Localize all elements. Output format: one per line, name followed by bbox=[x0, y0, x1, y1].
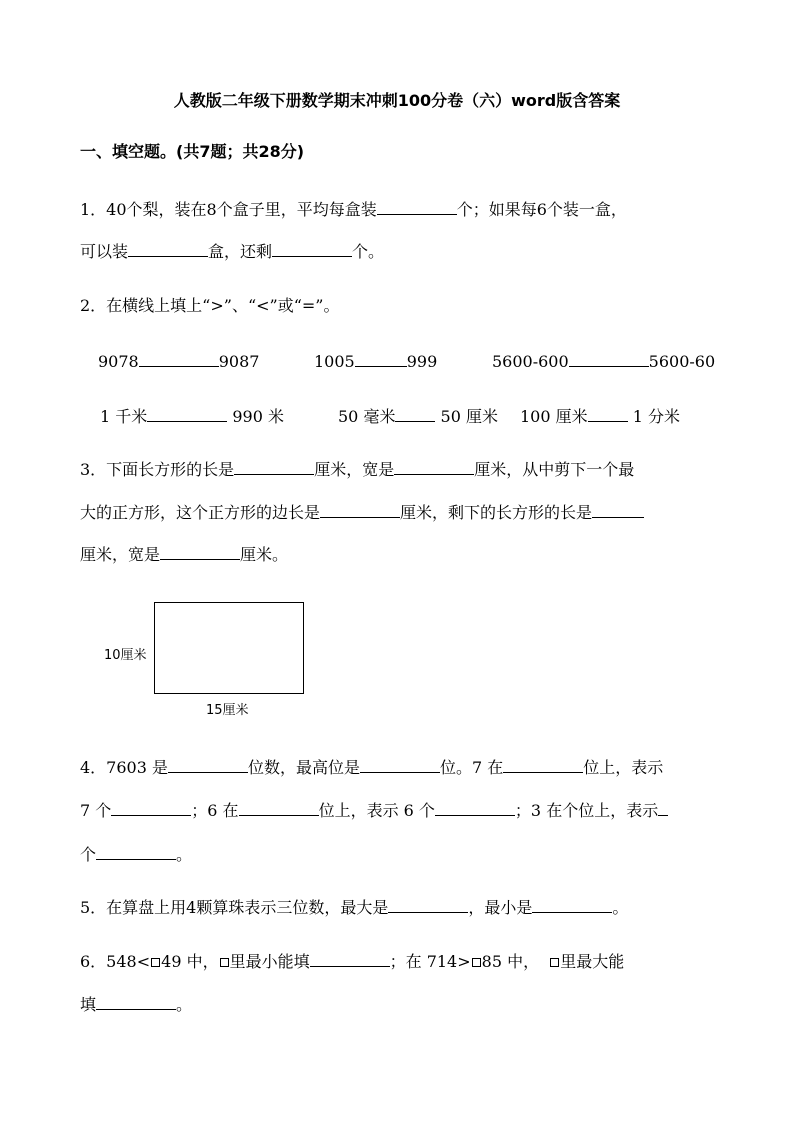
question-3-line-2: 大的正方形，这个正方形的边长是 厘米，剩下的长方形的长是 bbox=[80, 501, 644, 523]
answer-blank[interactable] bbox=[310, 950, 390, 967]
question-2-row-1c: 5600-600 5600-60 bbox=[492, 352, 716, 371]
answer-blank[interactable] bbox=[139, 350, 219, 367]
question-3-line-3: 厘米，宽是 厘米。 bbox=[80, 545, 289, 564]
answer-blank[interactable] bbox=[388, 896, 468, 913]
answer-blank[interactable] bbox=[377, 198, 457, 215]
rectangle-figure bbox=[154, 602, 304, 694]
answer-blank[interactable] bbox=[503, 756, 583, 773]
question-2-row-2: 1 千米 990 米 bbox=[100, 407, 285, 426]
question-2-stem: 2．在横线上填上“>”、“<”或“=”。 bbox=[80, 296, 340, 315]
square-box-icon bbox=[550, 958, 559, 967]
answer-blank[interactable] bbox=[394, 458, 474, 475]
answer-blank[interactable] bbox=[147, 405, 227, 422]
answer-blank[interactable] bbox=[160, 543, 240, 560]
section-heading: 一、填空题。(共7题；共28分) bbox=[80, 142, 305, 161]
answer-blank[interactable] bbox=[569, 350, 649, 367]
question-6-line-2: 填 。 bbox=[80, 995, 193, 1014]
square-box-icon bbox=[220, 958, 229, 967]
question-3-line-1: 3．下面长方形的长是 厘米，宽是 厘米，从中剪下一个最 bbox=[80, 460, 635, 479]
answer-blank[interactable] bbox=[272, 240, 352, 257]
square-box-icon bbox=[472, 958, 481, 967]
question-2-row-1: 9078 9087 bbox=[98, 352, 260, 371]
answer-blank[interactable] bbox=[588, 405, 628, 422]
question-2-row-2c: 100 厘米 1 分米 bbox=[520, 407, 681, 426]
answer-blank[interactable] bbox=[96, 843, 176, 860]
answer-blank[interactable] bbox=[532, 896, 612, 913]
question-1-line-2: 可以装 盒，还剩 个。 bbox=[80, 242, 385, 261]
square-box-icon bbox=[151, 958, 160, 967]
question-6-line-1: 6．548< 49 中， 里最小能填 ；在 714> 85 中， 里最大能 bbox=[80, 952, 625, 971]
question-4-line-1: 4．7603 是 位数，最高位是 位。7 在 位上，表示 bbox=[80, 758, 664, 777]
answer-blank[interactable] bbox=[658, 799, 668, 816]
answer-blank[interactable] bbox=[96, 993, 176, 1010]
answer-blank[interactable] bbox=[128, 240, 208, 257]
answer-blank[interactable] bbox=[435, 799, 515, 816]
answer-blank[interactable] bbox=[320, 501, 400, 518]
question-4-line-2: 7 个 ；6 在 位上，表示 6 个 ；3 在个位上，表示 bbox=[80, 799, 668, 821]
answer-blank[interactable] bbox=[239, 799, 319, 816]
answer-blank[interactable] bbox=[355, 350, 407, 367]
answer-blank[interactable] bbox=[234, 458, 314, 475]
question-1-line-1: 1．40个梨，装在8个盒子里，平均每盒装 个；如果每6个装一盒， bbox=[80, 200, 627, 219]
question-2-row-2b: 50 毫米 50 厘米 bbox=[338, 407, 498, 426]
answer-blank[interactable] bbox=[592, 501, 644, 518]
question-5: 5．在算盘上用4颗算珠表示三位数，最大是 ，最小是 。 bbox=[80, 898, 629, 917]
answer-blank[interactable] bbox=[395, 405, 435, 422]
answer-blank[interactable] bbox=[168, 756, 248, 773]
answer-blank[interactable] bbox=[111, 799, 191, 816]
document-title: 人教版二年级下册数学期末冲刺100分卷（六）word版含答案 bbox=[173, 91, 621, 110]
rectangle-width-label: 10厘米 bbox=[104, 648, 147, 663]
rectangle-length-label: 15厘米 bbox=[206, 703, 249, 718]
answer-blank[interactable] bbox=[360, 756, 440, 773]
question-2-row-1b: 1005 999 bbox=[314, 352, 438, 371]
question-4-line-3: 个 。 bbox=[80, 845, 193, 864]
